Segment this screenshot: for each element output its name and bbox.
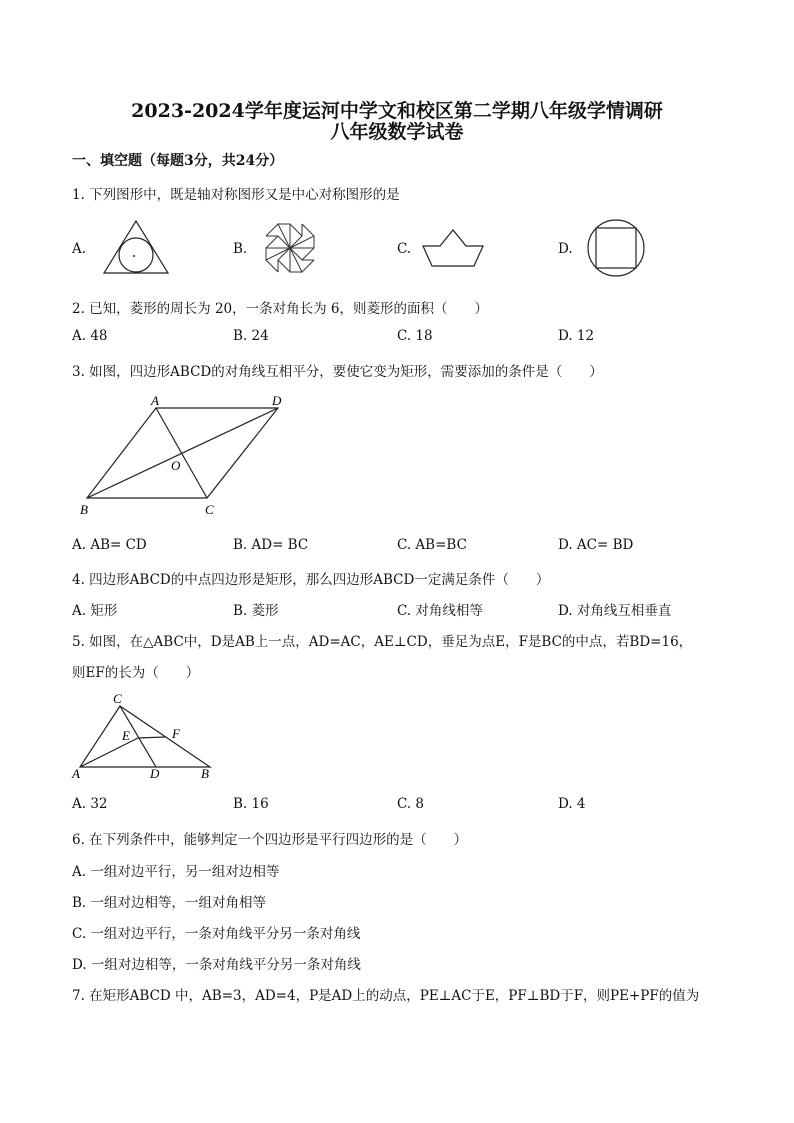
question-7-stem: 7. 在矩形ABCD 中，AB=3，AD=4，P是AD上的动点，PE⊥AC于E，PF⊥BD于F，则PE+PF的值为	[72, 988, 700, 1004]
q5-label-b: B	[201, 766, 209, 781]
question-6-stem: 6. 在下列条件中，能够判定一个四边形是平行四边形的是（ ）	[72, 832, 468, 848]
q3-label-b: B	[80, 502, 88, 517]
question-3-option-a: A. AB= CD	[72, 537, 147, 553]
question-4-stem: 4. 四边形ABCD的中点四边形是矩形，那么四边形ABCD一定满足条件（ ）	[72, 572, 550, 588]
question-5-option-c: C. 8	[397, 796, 425, 812]
q3-label-a: A	[151, 393, 159, 408]
q1-figure-b	[264, 222, 316, 274]
question-1-option-d: D.	[558, 241, 573, 257]
question-2-stem: 2. 已知，菱形的周长为 20，一条对角长为 6，则菱形的面积（ ）	[72, 301, 489, 317]
q3-label-c: C	[205, 502, 214, 517]
question-5-stem-line2: 则EF的长为（ ）	[72, 665, 200, 681]
question-6-option-b: B. 一组对边相等，一组对角相等	[72, 895, 267, 911]
question-3-option-b: B. AD= BC	[233, 537, 309, 553]
question-1-stem: 1. 下列图形中，既是轴对称图形又是中心对称图形的是	[72, 187, 400, 203]
question-5-option-a: A. 32	[72, 796, 108, 812]
q1-figure-d	[586, 218, 646, 278]
q5-triangle-figure	[70, 690, 220, 782]
question-5-stem-line1: 5. 如图，在△ABC中，D是AB上一点，AD=AC，AE⊥CD，垂足为点E，F是BC的中点，若BD=16，	[72, 634, 693, 650]
question-6-option-d: D. 一组对边相等，一条对角线平分另一条对角线	[72, 957, 361, 973]
question-2-option-c: C. 18	[397, 328, 433, 344]
question-6-option-c: C. 一组对边平行，一条对角线平分另一条对角线	[72, 926, 361, 942]
question-2-option-b: B. 24	[233, 328, 269, 344]
question-5-option-b: B. 16	[233, 796, 269, 812]
q3-parallelogram-figure	[72, 388, 302, 522]
question-2-option-a: A. 48	[72, 328, 108, 344]
q5-label-e: E	[122, 728, 130, 743]
question-1-option-a: A.	[72, 241, 87, 257]
question-4-option-c: C. 对角线相等	[397, 603, 483, 619]
question-1-option-b: B.	[233, 241, 248, 257]
question-1-option-c: C.	[397, 241, 412, 257]
q3-label-d: D	[272, 393, 282, 408]
q5-label-c: C	[113, 691, 122, 706]
question-2-option-d: D. 12	[558, 328, 595, 344]
question-3-option-c: C. AB=BC	[397, 537, 467, 553]
question-4-option-b: B. 菱形	[233, 603, 279, 619]
exam-title: 2023-2024学年度运河中学文和校区第二学期八年级学情调研	[131, 100, 663, 122]
exam-subtitle: 八年级数学试卷	[330, 121, 464, 143]
question-3-option-d: D. AC= BD	[558, 537, 634, 553]
q1-figure-a	[100, 218, 172, 276]
question-6-option-a: A. 一组对边平行，另一组对边相等	[72, 864, 280, 880]
question-3-stem: 3. 如图，四边形ABCD的对角线互相平分，要使它变为矩形，需要添加的条件是（ ）	[72, 364, 603, 380]
q5-label-a: A	[72, 766, 80, 781]
q5-label-f: F	[172, 726, 180, 741]
section-header: 一、填空题（每题3分，共24分）	[72, 153, 284, 169]
question-4-option-d: D. 对角线互相垂直	[558, 603, 672, 619]
q5-label-d: D	[150, 766, 160, 781]
question-4-option-a: A. 矩形	[72, 603, 118, 619]
question-5-option-d: D. 4	[558, 796, 586, 812]
q1-figure-c	[420, 226, 486, 270]
q3-label-o: O	[171, 458, 181, 473]
